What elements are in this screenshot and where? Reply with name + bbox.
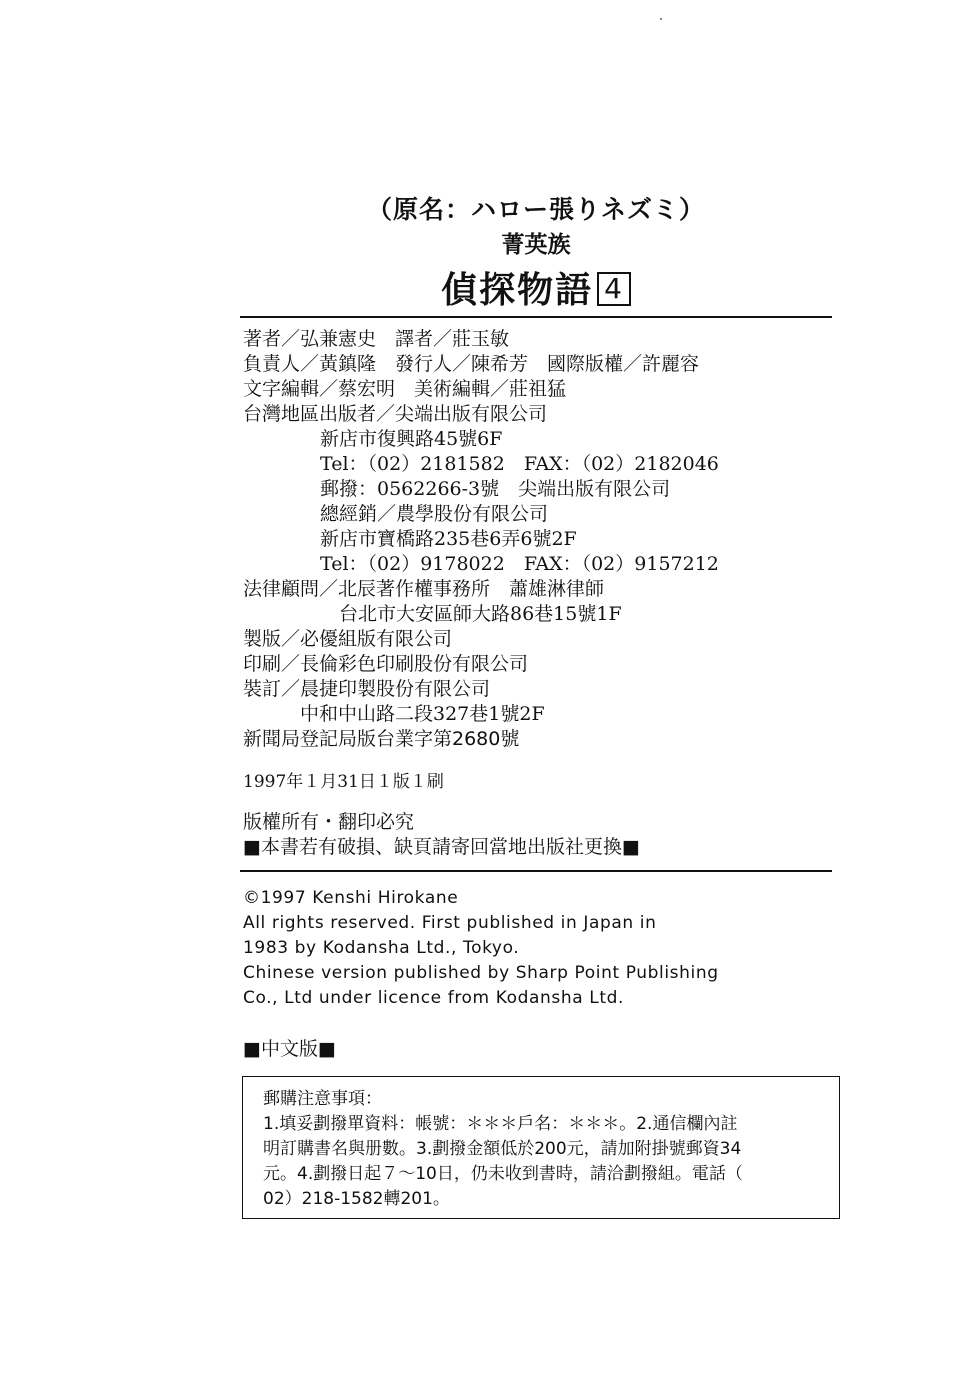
credit-printing: 印刷／長倫彩色印刷股份有限公司 <box>243 653 529 675</box>
credits-block <box>243 327 833 752</box>
legal-counsel-address: 台北市大安區師大路86巷15號1F <box>339 603 622 625</box>
english-rights-line-2: 1983 by Kodansha Ltd., Tokyo. <box>243 938 520 958</box>
english-rights-line-3: Chinese version published by Sharp Point Publishing <box>243 963 719 983</box>
mail-order-notice-box <box>242 1076 840 1219</box>
publisher-address: 新店市復興路45號6F <box>320 428 503 450</box>
rights-reserved: 版權所有・翻印必究 <box>243 811 415 833</box>
notice-line-2: 明訂購書名與册數。3.劃撥金額低於200元，請加附掛號郵資34 <box>263 1139 742 1159</box>
notice-line-1: 1.填妥劃撥單資料：帳號：＊＊＊戶名：＊＊＊。2.通信欄內註 <box>263 1114 738 1134</box>
notice-line-3: 元。4.劃撥日起７～10日，仍未收到書時，請洽劃撥組。電話（ <box>263 1164 743 1184</box>
distributor-phone-fax: Tel：（02）9178022 FAX：（02）9157212 <box>320 553 719 575</box>
credit-editors: 文字編輯／蔡宏明 美術編輯／莊祖猛 <box>243 378 567 400</box>
distributor-address: 新店市寶橋路235巷6弄6號2F <box>320 528 577 550</box>
credit-distributor: 總經銷／農學股份有限公司 <box>320 503 549 525</box>
english-copyright-block <box>243 886 833 1011</box>
scan-speck <box>660 18 662 20</box>
book-title: 偵探物語 <box>441 270 594 311</box>
chinese-edition-label: ■中文版■ <box>243 1038 336 1060</box>
credit-registration: 新聞局登記局版台業字第2680號 <box>243 728 520 750</box>
credit-legal-counsel: 法律顧問／北辰著作權事務所 蕭雄淋律師 <box>243 578 605 600</box>
original-name: （原名：ハロー張りネズミ） <box>366 195 705 224</box>
series-name: 菁英族 <box>501 232 571 258</box>
divider-bottom <box>240 870 832 872</box>
credit-taiwan-publisher: 台灣地區出版者／尖端出版有限公司 <box>243 403 548 425</box>
notice-title: 郵購注意事項： <box>263 1089 382 1109</box>
notice-line-4: 02）218-1582轉201。 <box>263 1189 450 1209</box>
damaged-copy-notice: ■本書若有破損、缺頁請寄回當地出版社更換■ <box>243 836 640 858</box>
credit-plate-making: 製版／必優組版有限公司 <box>243 628 453 650</box>
binding-address: 中和中山路二段327巷1號2F <box>300 703 545 725</box>
rights-block <box>243 810 640 860</box>
credit-publisher-people: 負責人／黃鎮隆 發行人／陳希芳 國際版權／許麗容 <box>243 353 700 375</box>
copyright-line: ©1997 Kenshi Hirokane <box>243 888 459 908</box>
publisher-postal-account: 郵撥：0562266-3號 尖端出版有限公司 <box>320 478 671 500</box>
english-rights-line-4: Co., Ltd under licence from Kodansha Ltd. <box>243 988 624 1008</box>
book-title-row <box>240 262 832 313</box>
volume-number: 4 <box>597 272 631 306</box>
publication-date: 1997年１月31日１版１刷 <box>243 772 444 792</box>
publisher-phone-fax: Tel：（02）2181582 FAX：（02）2182046 <box>320 453 719 475</box>
credit-author-translator: 著者／弘兼憲史 譯者／莊玉敏 <box>243 328 510 350</box>
credit-binding: 裝訂／晨捷印製股份有限公司 <box>243 678 491 700</box>
divider-top <box>240 316 832 318</box>
english-rights-line-1: All rights reserved. First published in Japan in <box>243 913 657 933</box>
